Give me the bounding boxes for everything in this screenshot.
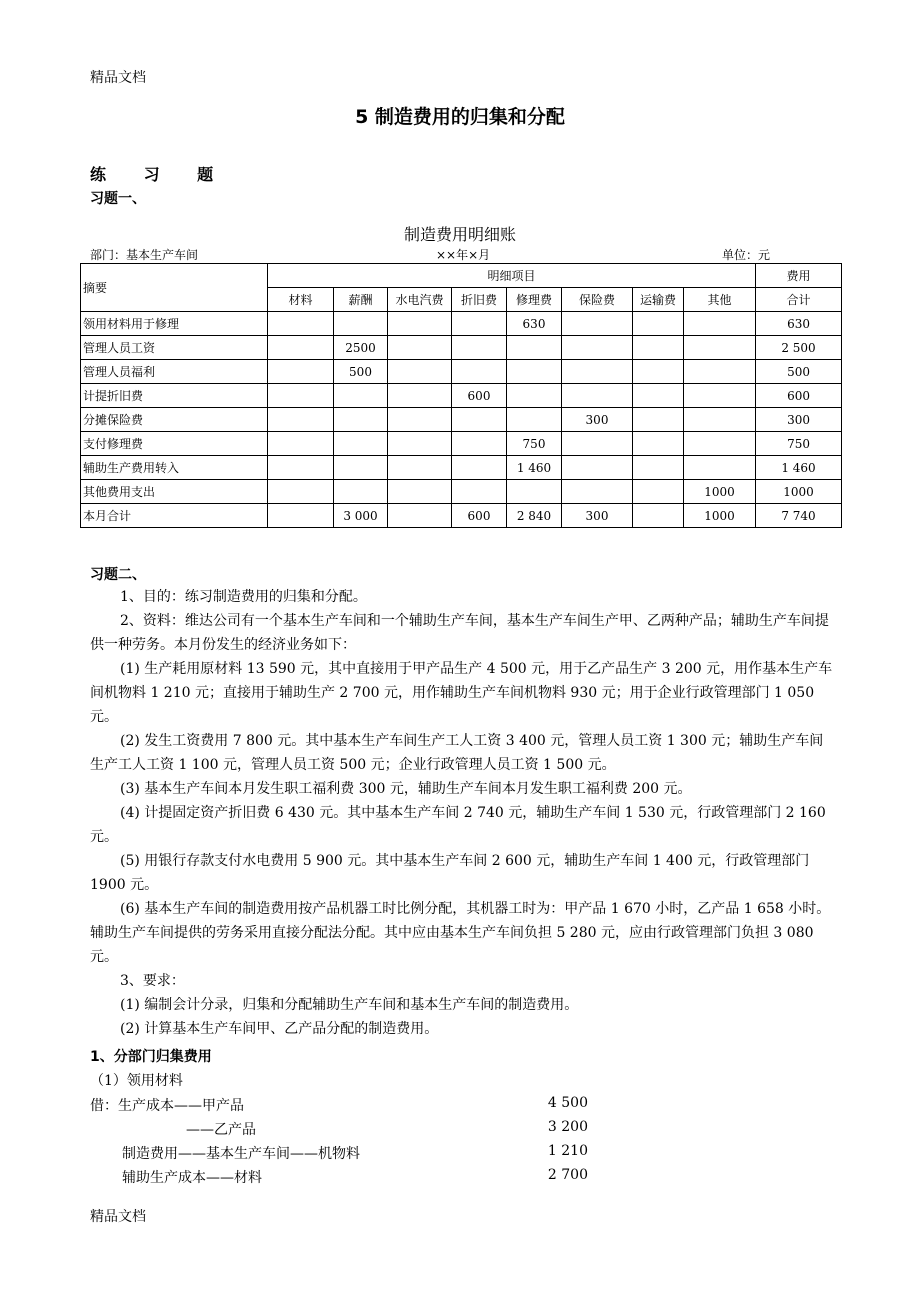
ledger-cell <box>633 336 684 360</box>
journal-entry-account: 制造费用——基本生产车间——机物料 <box>122 1146 360 1162</box>
ledger-cell <box>633 360 684 384</box>
ledger-cell <box>452 312 507 336</box>
ledger-cell <box>633 480 684 504</box>
ledger-cell <box>452 456 507 480</box>
ledger-cell <box>268 384 334 408</box>
page-title: 5 制造费用的归集和分配 <box>355 106 565 128</box>
sub-col-header: 其他 <box>684 288 756 312</box>
ledger-cell <box>388 360 452 384</box>
ledger-cell <box>388 480 452 504</box>
requirements-paragraph: 3、要求： <box>120 973 185 989</box>
journal-entry-amount: 4 500 <box>547 1095 588 1111</box>
col-total-header-1: 费用 <box>756 264 842 288</box>
ledger-cell <box>388 384 452 408</box>
item-3-paragraph: (3) 基本生产车间本月发生职工福利费 300 元，辅助生产车间本月发生职工福利费 200 元。 <box>120 781 692 797</box>
ledger-table <box>80 263 842 528</box>
page-footer: 精品文档 <box>90 1209 146 1225</box>
ledger-row-total: 300 <box>756 408 842 432</box>
ledger-cell <box>684 384 756 408</box>
ledger-row-summary: 其他费用支出 <box>81 480 268 504</box>
journal-entry-amount: 3 200 <box>547 1119 588 1135</box>
ledger-cell: 600 <box>452 504 507 528</box>
ledger-row-total: 600 <box>756 384 842 408</box>
ledger-cell <box>334 456 388 480</box>
ledger-row-total: 1000 <box>756 480 842 504</box>
col-total-header-2: 合计 <box>756 288 842 312</box>
sub-col-header: 材料 <box>268 288 334 312</box>
ledger-row-summary: 管理人员福利 <box>81 360 268 384</box>
ledger-cell <box>684 456 756 480</box>
ledger-cell <box>562 432 633 456</box>
ledger-cell <box>268 432 334 456</box>
ledger-cell <box>268 360 334 384</box>
ledger-row <box>81 480 842 504</box>
ledger-cell <box>452 408 507 432</box>
requirement-1-paragraph: (1) 编制会计分录，归集和分配辅助生产车间和基本生产车间的制造费用。 <box>120 997 579 1013</box>
sub-col-header: 修理费 <box>507 288 562 312</box>
journal-entry-amount: 2 700 <box>547 1167 588 1183</box>
ledger-cell <box>334 480 388 504</box>
ledger-cell <box>268 408 334 432</box>
answer-subheading: （1）领用材料 <box>90 1073 183 1089</box>
ledger-unit: 单位：元 <box>722 248 771 262</box>
ledger-row <box>81 432 842 456</box>
ledger-cell <box>684 432 756 456</box>
ledger-row-total: 500 <box>756 360 842 384</box>
ledger-title: 制造费用明细账 <box>403 225 516 244</box>
ledger-cell <box>334 312 388 336</box>
ledger-cell <box>452 432 507 456</box>
ledger-cell <box>452 360 507 384</box>
ledger-cell: 300 <box>562 504 633 528</box>
ledger-row-summary: 计提折旧费 <box>81 384 268 408</box>
ledger-cell <box>633 312 684 336</box>
ledger-row <box>81 312 842 336</box>
ledger-cell <box>633 456 684 480</box>
ledger-row <box>81 456 842 480</box>
sub-col-header: 折旧费 <box>452 288 507 312</box>
requirement-2-paragraph: (2) 计算基本生产车间甲、乙产品分配的制造费用。 <box>120 1021 439 1037</box>
ledger-row-total: 2 500 <box>756 336 842 360</box>
exercise-1-label: 习题一、 <box>90 191 146 207</box>
col-items-header: 明细项目 <box>268 264 756 288</box>
ledger-cell <box>562 360 633 384</box>
ledger-row-summary: 本月合计 <box>81 504 268 528</box>
ledger-cell <box>388 456 452 480</box>
ledger-cell <box>507 408 562 432</box>
ledger-row-summary: 辅助生产费用转入 <box>81 456 268 480</box>
ledger-cell: 600 <box>452 384 507 408</box>
purpose-paragraph: 1、目的：练习制造费用的归集和分配。 <box>120 589 367 605</box>
journal-entry-account: 辅助生产成本——材料 <box>122 1170 262 1186</box>
ledger-cell <box>633 504 684 528</box>
ledger-cell <box>684 408 756 432</box>
answer-heading: 1、分部门归集费用 <box>90 1049 212 1065</box>
ledger-cell <box>268 312 334 336</box>
exercise-2-body <box>90 585 835 1041</box>
ledger-cell <box>562 312 633 336</box>
ledger-cell <box>507 336 562 360</box>
ledger-cell <box>562 384 633 408</box>
ledger-cell <box>507 384 562 408</box>
ledger-cell: 2 840 <box>507 504 562 528</box>
ledger-row <box>81 408 842 432</box>
ledger-cell <box>388 312 452 336</box>
ledger-cell <box>633 432 684 456</box>
ledger-row-total: 1 460 <box>756 456 842 480</box>
ledger-row <box>81 504 842 528</box>
item-2-paragraph: (2) 发生工资费用 7 800 元。其中基本生产车间生产工人工资 3 400 元，管理人员工资 1 300 元；辅助生产车间生产工人工资 1 100 元，管理人员工资 500 元；企业行政管理人员工资 1 500 元。 <box>90 733 824 773</box>
ledger-cell <box>562 336 633 360</box>
ledger-cell: 1000 <box>684 504 756 528</box>
ledger-cell <box>268 336 334 360</box>
ledger-cell: 3 000 <box>334 504 388 528</box>
page-header: 精品文档 <box>90 70 146 86</box>
exercise-2-label: 习题二、 <box>90 567 146 583</box>
ledger-cell <box>388 504 452 528</box>
ledger-period: ××年×月 <box>436 248 491 262</box>
ledger-cell: 750 <box>507 432 562 456</box>
ledger-cell <box>684 312 756 336</box>
item-6-paragraph: (6) 基本生产车间的制造费用按产品机器工时比例分配，其机器工时为：甲产品 1 670 小时，乙产品 1 658 小时。辅助生产车间提供的劳务采用直接分配法分配。其中应由基本生产车间负担 5 280 元，应由行政管理部门负担 3 080 元。 <box>90 901 831 965</box>
ledger-cell <box>388 408 452 432</box>
ledger-cell <box>268 456 334 480</box>
ledger-row-total: 630 <box>756 312 842 336</box>
ledger-row-summary: 支付修理费 <box>81 432 268 456</box>
ledger-cell: 1 460 <box>507 456 562 480</box>
ledger-cell <box>452 480 507 504</box>
material-paragraph: 2、资料：维达公司有一个基本生产车间和一个辅助生产车间，基本生产车间生产甲、乙两种产品；辅助生产车间提供一种劳务。本月份发生的经济业务如下： <box>90 613 829 653</box>
journal-entry-amount: 1 210 <box>547 1143 588 1159</box>
ledger-row-summary: 领用材料用于修理 <box>81 312 268 336</box>
ledger-row-total: 7 740 <box>756 504 842 528</box>
section-title: 练 习 题 <box>90 165 230 184</box>
sub-col-header: 薪酬 <box>334 288 388 312</box>
ledger-cell: 300 <box>562 408 633 432</box>
ledger-row-summary: 管理人员工资 <box>81 336 268 360</box>
ledger-row <box>81 360 842 384</box>
ledger-cell <box>562 480 633 504</box>
ledger-row <box>81 336 842 360</box>
ledger-cell <box>268 480 334 504</box>
ledger-row <box>81 384 842 408</box>
ledger-cell <box>334 384 388 408</box>
item-4-paragraph: (4) 计提固定资产折旧费 6 430 元。其中基本生产车间 2 740 元，辅助生产车间 1 530 元，行政管理部门 2 160 元。 <box>90 805 826 845</box>
ledger-cell <box>388 432 452 456</box>
ledger-cell: 630 <box>507 312 562 336</box>
ledger-cell <box>268 504 334 528</box>
ledger-cell <box>507 360 562 384</box>
ledger-cell <box>507 480 562 504</box>
ledger-cell <box>334 432 388 456</box>
ledger-cell <box>633 384 684 408</box>
sub-col-header: 运输费 <box>633 288 684 312</box>
ledger-cell: 1000 <box>684 480 756 504</box>
sub-col-header: 保险费 <box>562 288 633 312</box>
ledger-cell <box>452 336 507 360</box>
ledger-cell <box>388 336 452 360</box>
ledger-cell <box>633 408 684 432</box>
ledger-dept: 部门：基本生产车间 <box>90 248 199 262</box>
ledger-cell <box>334 408 388 432</box>
ledger-cell <box>562 456 633 480</box>
journal-entry-account: 借：生产成本——甲产品 <box>90 1098 244 1114</box>
ledger-cell <box>684 360 756 384</box>
item-1-paragraph: (1) 生产耗用原材料 13 590 元，其中直接用于甲产品生产 4 500 元，用于乙产品生产 3 200 元，用作基本生产车间机物料 1 210 元；直接用于辅助生产 2 700 元，用作辅助生产车间机物料 930 元；用于企业行政管理部门 1 050 元。 <box>90 661 833 725</box>
ledger-cell: 500 <box>334 360 388 384</box>
ledger-row-summary: 分摊保险费 <box>81 408 268 432</box>
sub-col-header: 水电汽费 <box>388 288 452 312</box>
item-5-paragraph: (5) 用银行存款支付水电费用 5 900 元。其中基本生产车间 2 600 元，辅助生产车间 1 400 元，行政管理部门 1900 元。 <box>90 853 810 893</box>
ledger-cell: 2500 <box>334 336 388 360</box>
journal-entry-account: ——乙产品 <box>186 1122 256 1138</box>
ledger-row-total: 750 <box>756 432 842 456</box>
ledger-cell <box>684 336 756 360</box>
col-summary-header: 摘要 <box>81 264 268 312</box>
